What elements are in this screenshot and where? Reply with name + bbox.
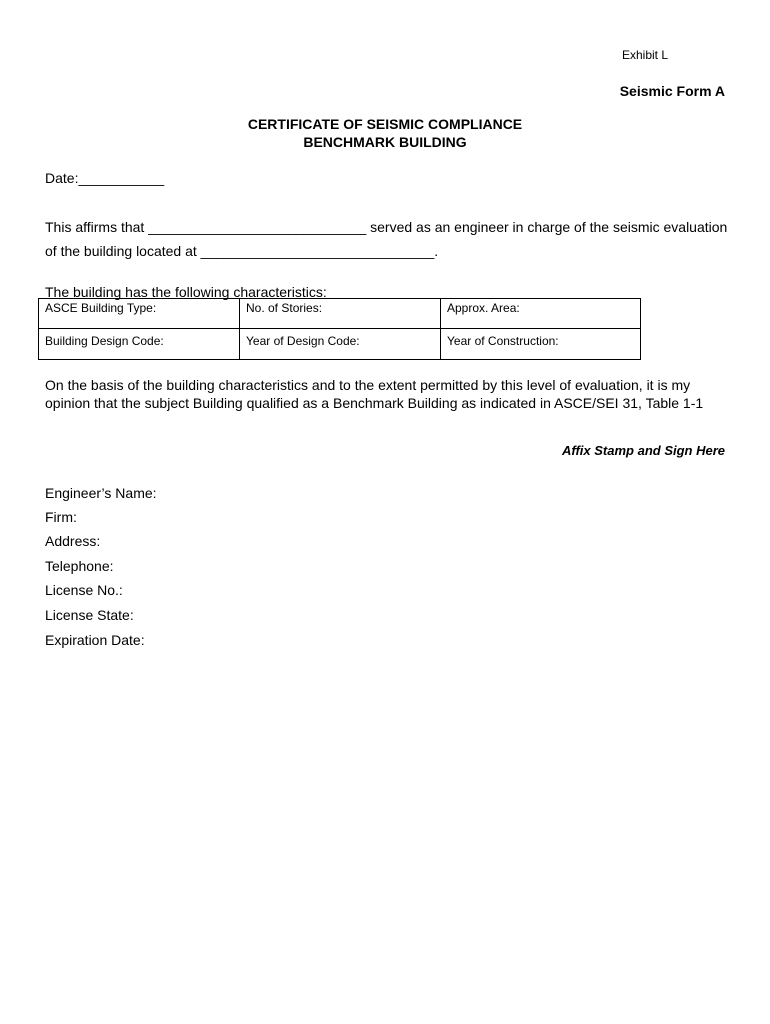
characteristics-intro: The building has the following characteristics:: [45, 284, 327, 300]
table-cell-year-of-construction: Year of Construction:: [447, 334, 559, 348]
table-cell-approx-area: Approx. Area:: [441, 299, 640, 329]
form-name: Seismic Form A: [619, 83, 725, 99]
table-cell-asce-building-type: ASCE Building Type:: [39, 299, 240, 329]
certificate-subtitle: BENCHMARK BUILDING: [303, 134, 467, 150]
address-label: Address:: [45, 533, 101, 549]
telephone-label: Telephone:: [45, 558, 114, 574]
table-cell-no-of-stories: No. of Stories:: [240, 299, 441, 329]
exhibit-label: Exhibit L: [622, 48, 669, 62]
building-characteristics-table: [38, 298, 641, 360]
expiration-date-label: Expiration Date:: [45, 632, 145, 648]
affirm-line-1: This affirms that ____________________________ served as an engineer in charge of the seismic evaluation: [45, 219, 728, 235]
date-line: Date:___________: [45, 170, 165, 186]
table-cell-year-of-design-code: Year of Design Code:: [240, 329, 441, 359]
stamp-sign-label: Affix Stamp and Sign Here: [561, 443, 725, 458]
engineer-name-label: Engineer’s Name:: [45, 485, 157, 501]
certificate-title: CERTIFICATE OF SEISMIC COMPLIANCE: [247, 116, 523, 132]
license-no-label: License No.:: [45, 582, 123, 598]
opinion-line-2: opinion that the subject Building qualified as a Benchmark Building as indicated in ASCE/SEI 31, Table 1-1: [45, 395, 704, 411]
affirm-line-2: of the building located at ______________________________.: [45, 243, 439, 259]
opinion-line-1: On the basis of the building characteristics and to the extent permitted by this level of evaluation, it is my: [45, 377, 691, 393]
firm-label: Firm:: [45, 509, 77, 525]
table-cell-building-design-code: Building Design Code:: [39, 329, 240, 359]
license-state-label: License State:: [45, 607, 134, 623]
